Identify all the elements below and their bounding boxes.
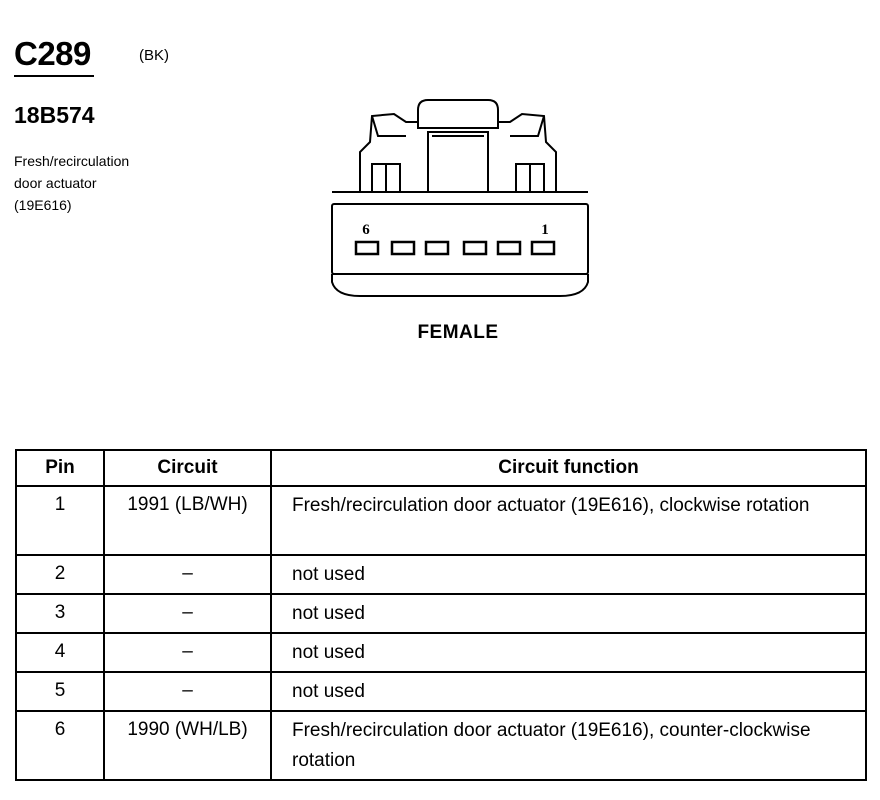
cell-circuit: – [104,594,271,633]
pin-number-label: 1 [541,222,549,238]
cell-circuit: – [104,633,271,672]
connector-gender-label: FEMALE [417,322,499,343]
connector-color: (BK) [139,47,169,64]
cell-function: Fresh/recirculation door actuator (19E616), clockwise rotation [271,486,866,555]
cell-circuit: – [104,672,271,711]
table-header-row [16,450,866,486]
connector-id-underline [14,75,94,77]
cell-function: not used [271,672,866,711]
cell-pin: 5 [16,672,104,711]
cell-pin: 2 [16,555,104,594]
pin-cavity [392,242,414,254]
table-row [16,711,866,780]
cell-pin: 6 [16,711,104,780]
pin-table [15,449,867,781]
cell-pin: 3 [16,594,104,633]
cell-pin: 4 [16,633,104,672]
table-row [16,672,866,711]
header-circuit: Circuit [104,450,271,486]
component-description [14,150,129,216]
cell-function: not used [271,633,866,672]
pin-cavity [532,242,554,254]
pin-number-label: 6 [362,222,370,238]
header-pin: Pin [16,450,104,486]
description-line: door actuator [14,175,97,191]
pin-cavity [426,242,448,254]
pin-cavity [356,242,378,254]
table-row [16,486,866,555]
cell-pin: 1 [16,486,104,555]
part-number: 18B574 [14,102,95,128]
description-line: (19E616) [14,197,72,213]
table-row [16,555,866,594]
table-row [16,594,866,633]
pin-cavity [498,242,520,254]
cell-function: Fresh/recirculation door actuator (19E616), counter-clockwise rotation [271,711,866,780]
cell-function: not used [271,594,866,633]
table-row [16,633,866,672]
cell-circuit: 1991 (LB/WH) [104,486,271,555]
cell-function: not used [271,555,866,594]
pin-cavity [464,242,486,254]
description-line: Fresh/recirculation [14,153,130,169]
connector-face-diagram [320,92,600,302]
cell-circuit: – [104,555,271,594]
connector-id: C289 [14,35,91,72]
cell-circuit: 1990 (WH/LB) [104,711,271,780]
header-circuit-function: Circuit function [271,450,866,486]
